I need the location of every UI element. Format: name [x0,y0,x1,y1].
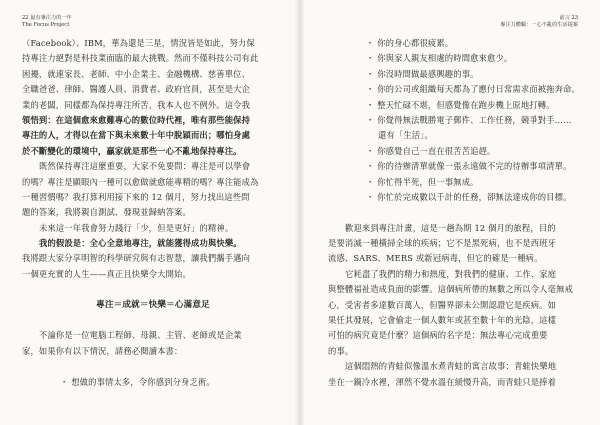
bullet-item: ・ 你沒時間做最感興趣的事。 [366,68,479,79]
text-line: 全職爸爸、律師、醫護人員、消費者、政府官員，甚至是大企 [22,84,251,95]
text-line: 一個更充實的人生——真正且快樂令大開始。 [22,268,191,279]
text-line: 流感、SARS、MERS 或新冠病毒，但它的確是一種病。 [328,253,543,264]
text-line: 專注的人，才得以在當下與未來數十年中脫穎而出；哪怕身處 [22,130,251,141]
text-line: （Facebook）、IBM，華為還是三星，情況皆是如此，努力保 [22,38,255,48]
text-line: 業的老闆，同樣都為保持專注所苦，我本人也不例外。這令我 [22,99,251,110]
text-line: 可怕的病究竟是什麼？這個病的名字是：無法專心完成重要 [328,330,548,341]
bullet-item: ・ 你忙於完成數以千計的任務，卻無法達成你的目標。 [366,191,572,202]
bullet-item: ・ 你忙得半死，但一事無成。 [366,176,479,187]
right-page [304,0,600,425]
text-line: 的事。 [328,345,354,356]
text-line: 心，受害者多達數百萬人，但醫界卻未公開認證它是疾病。如 [328,299,557,310]
bullet-item: ・ 整天忙碌不堪，但感覺像在跑步機上原地打轉。 [366,99,555,110]
right-page-body [328,36,590,390]
bullet-item: ・ 你覺得無法戰勝電子郵件、工作任務，競爭對手…… [366,114,572,125]
text-line: 領悟到：在這個愈來愈難專心的數位時代裡，唯有那些能保持 [22,114,251,125]
bullet-item: 還有「生活」。 [378,130,433,141]
text-line: 的嗎？專注是顯眼內一種可以愈做就愈能專精的嗎？專注能成為 [22,176,259,187]
text-line: 持專注力絕對是科技業面臨的最大挑戰。然而不僅科技公司有此 [22,53,259,64]
text-line: 未來這一年我會努力踐行「少，但是更好」的精神。 [39,222,234,233]
text-line: 家，如果你有以下情況，請務必閱讀本書： [22,345,183,356]
text-line: 困擾，就連家長、老師、中小企業主、金融機構、慈善單位、 [22,68,251,79]
text-line: 與整體福祉造成負面的影響。這個病所帶的無數之所以令人毫無戒 [328,284,573,295]
text-line [328,205,590,220]
left-page-subtitle: The Focus Project [22,21,70,28]
bullet-item: ・ 你感覺自己一直在很苦苦追趕。 [366,145,496,156]
bullet-item: ・ 你的公司或組織每天都為了應付日常需求而被拖奔命。 [366,84,580,95]
left-page-number-title: 22 最有專注力的一年 [22,15,72,21]
text-line: 果任其發展，它會偷走一個人數年或甚至數十年的光陰，這樣 [328,315,557,326]
text-line: 它耗盡了我們的精力和熱度，對我們的健康、工作、家庭 [345,268,557,279]
text-line: 是要消滅一種橫掃全球的疾病；它不是黑死病，也不是西班牙 [328,238,557,249]
text-line: 於不斷變化的環境中，贏家就是那些一心不亂地保持專注。 [22,145,242,156]
text-line: 題的答案，我將親自測試、發現並歸納答案。 [22,207,191,218]
text-line [22,282,284,297]
left-page-body [22,36,284,390]
formula-heading: 專注＝成就＝快樂＝心滿意足 [96,299,210,310]
text-line: 坐在一鍋冷水裡，渾然不覺水溫在緩慢升高，而青蛙只是捧着 [328,376,557,387]
right-page-subtitle: 專注力體驗：一心不亂的生活提案 [500,21,578,28]
text-line: 歡迎來到專注計畫，這是一趟為期 12 個月的旅程，目的 [345,222,556,233]
right-page-number-title: 前言 23 [559,15,578,21]
right-page-header [500,15,578,28]
text-line [22,313,284,328]
text-line: 我將跟大家分享明智的科學研究與有志智慧，讓我們攜手邁向 [22,253,251,264]
text-line [22,359,284,374]
text-line: 既然保持專注這麼重要，大家不免要問：專注是可以學會 [39,161,251,172]
text-line: 這個悶熱的青蛙似像溫水煮青蛙的寓言故事：青蛙快樂地 [345,361,557,372]
text-line: 不論你是一位電腦工程師、母親、主管、老師或是企業 [39,330,242,341]
text-line: 我的假設是：全心全意地專注，就能獲得成功與快樂。 [39,238,242,249]
left-page [0,0,296,425]
bullet-item: ・ 你與家人親友相處的時間愈來愈少。 [366,53,513,64]
left-page-header [22,15,72,28]
text-line: 一種習慣嗎？我打算利用接下來的 12 個月，努力找出這些問 [22,191,250,202]
bullet-item: ・ 想做的事情太多，令你感到分身乏術。 [60,376,215,387]
bullet-item: ・ 你的待辦清單就像一張永遠做不完的待辦事項清單。 [366,161,572,172]
bullet-item: ・ 你的身心都很疲累。 [366,38,454,48]
